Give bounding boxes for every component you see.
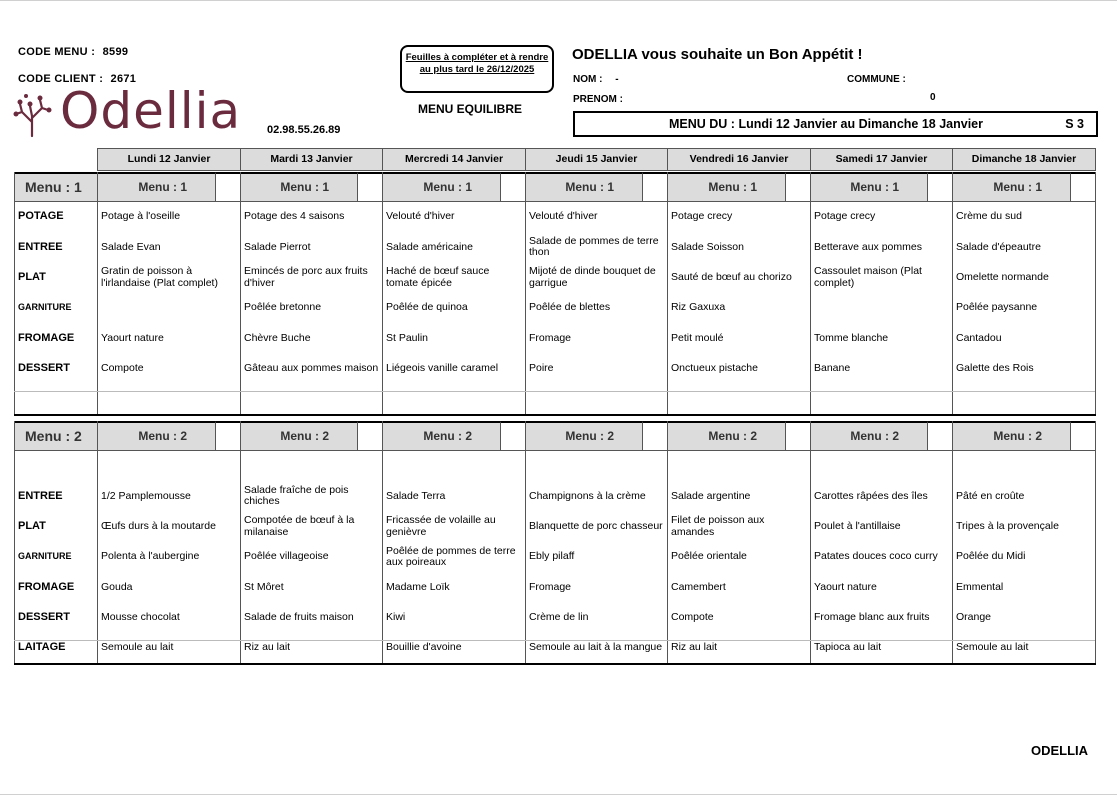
menu2-title: Menu : 2 bbox=[14, 421, 97, 451]
menu2-checkbox-2[interactable] bbox=[500, 421, 525, 451]
menu2-day-label-3: Menu : 2 bbox=[525, 421, 642, 451]
menu1-item-0-3: Velouté d'hiver bbox=[529, 210, 598, 223]
menu1-row-label-2: PLAT bbox=[18, 270, 46, 283]
menu1-item-3-6: Poêlée paysanne bbox=[956, 301, 1038, 314]
menu-period: MENU DU : Lundi 12 Janvier au Dimanche 18 Janvier bbox=[669, 117, 983, 131]
menu1-item-3-2: Poêlée de quinoa bbox=[386, 301, 468, 314]
menu2-day-label-6: Menu : 2 bbox=[952, 421, 1070, 451]
menu2-col-line-1 bbox=[97, 421, 98, 663]
menu1-item-6-6 bbox=[953, 384, 1093, 414]
menu2-row-label-0 bbox=[14, 451, 97, 481]
menu2-item-2-3: Blanquette de porc chasseur bbox=[529, 519, 663, 532]
menu1-item-4-1: Chèvre Buche bbox=[244, 331, 311, 344]
menu2-col-line-5 bbox=[667, 421, 668, 663]
menu2-item-5-4: Compote bbox=[671, 610, 714, 623]
menu2-item-3-3: Ebly pilaff bbox=[529, 550, 575, 563]
menu1-col-line-2 bbox=[240, 172, 241, 414]
menu2-item-6-1: Riz au lait bbox=[244, 641, 291, 654]
menu1-item-1-5: Betterave aux pommes bbox=[814, 240, 922, 253]
menu1-item-1-3: Salade de pommes de terre thon bbox=[529, 234, 659, 259]
menu2-item-6-2: Bouillie d'avoine bbox=[386, 641, 462, 654]
menu1-item-0-2: Velouté d'hiver bbox=[386, 210, 455, 223]
menu2-checkbox-0[interactable] bbox=[215, 421, 240, 451]
menu1-item-2-1: Emincés de porc aux fruits d'hiver bbox=[244, 265, 368, 289]
menu2-item-4-6: Emmental bbox=[956, 580, 1004, 593]
menu2-item-3-4: Poêlée orientale bbox=[671, 550, 747, 563]
menu2-item-2-0: Œufs durs à la moutarde bbox=[101, 519, 216, 532]
menu2-item-6-3: Semoule au lait à la mangue bbox=[529, 641, 663, 654]
phone-number: 02.98.55.26.89 bbox=[267, 124, 341, 136]
menu2-item-0-3 bbox=[526, 451, 665, 481]
menu1-checkbox-2[interactable] bbox=[500, 172, 525, 202]
menu2-day-label-5: Menu : 2 bbox=[810, 421, 927, 451]
code-client-value: 2671 bbox=[110, 73, 137, 85]
menu1-item-4-5: Tomme blanche bbox=[814, 331, 889, 344]
menu1-col-line-5 bbox=[667, 172, 668, 414]
menu1-col-line-7 bbox=[952, 172, 953, 414]
menu1-title: Menu : 1 bbox=[14, 172, 97, 202]
menu1-item-6-5 bbox=[811, 384, 950, 414]
menu2-day-label-4: Menu : 2 bbox=[667, 421, 785, 451]
menu2-item-1-4: Salade argentine bbox=[671, 489, 751, 502]
menu2-border-v-8 bbox=[1095, 421, 1096, 663]
menu2-item-2-4: Filet de poisson aux amandes bbox=[671, 514, 765, 538]
menu1-item-2-2: Haché de bœuf sauce tomate épicée bbox=[386, 265, 490, 289]
menu1-item-5-6: Galette des Rois bbox=[956, 361, 1034, 374]
menu1-item-0-4: Potage crecy bbox=[671, 210, 733, 223]
menu1-item-0-6: Crème du sud bbox=[956, 210, 1022, 223]
menu2-item-1-1: Salade fraîche de pois chiches bbox=[244, 483, 349, 508]
menu2-checkbox-6[interactable] bbox=[1070, 421, 1095, 451]
menu2-col-line-4 bbox=[525, 421, 526, 663]
menu1-item-3-3: Poêlée de blettes bbox=[529, 301, 611, 314]
menu2-checkbox-3[interactable] bbox=[642, 421, 667, 451]
menu1-item-2-3: Mijoté de dinde bouquet de garrigue bbox=[529, 265, 656, 289]
menu1-item-6-2 bbox=[383, 384, 523, 414]
menu1-day-label-5: Menu : 1 bbox=[810, 172, 927, 202]
menu1-checkbox-4[interactable] bbox=[785, 172, 810, 202]
menu2-item-0-5 bbox=[811, 451, 950, 481]
menu2-item-1-0: 1/2 Pamplemousse bbox=[101, 489, 191, 502]
menu1-item-1-4: Salade Soisson bbox=[671, 240, 744, 253]
menu1-checkbox-5[interactable] bbox=[927, 172, 952, 202]
footer-brand: ODELLIA bbox=[1031, 743, 1089, 758]
menu1-item-4-3: Fromage bbox=[529, 331, 572, 344]
menu1-row-label-1: ENTREE bbox=[18, 240, 63, 253]
menu2-item-0-0 bbox=[98, 451, 238, 481]
day-header-3: Jeudi 15 Janvier bbox=[525, 148, 668, 171]
menu1-item-3-1: Poêlée bretonne bbox=[244, 301, 322, 314]
menu2-item-4-3: Fromage bbox=[529, 580, 572, 593]
menu1-item-1-6: Salade d'épeautre bbox=[956, 240, 1041, 253]
menu1-bottom-line bbox=[14, 414, 1096, 416]
week-number: S 3 bbox=[1065, 117, 1084, 131]
menu1-row-label-5: DESSERT bbox=[18, 361, 70, 374]
day-header-4: Vendredi 16 Janvier bbox=[667, 148, 811, 171]
menu2-sep-line bbox=[14, 640, 1095, 641]
menu1-row-label-3: GARNITURE bbox=[18, 302, 72, 313]
menu1-day-label-4: Menu : 1 bbox=[667, 172, 785, 202]
menu1-item-0-0: Potage à l'oseille bbox=[101, 210, 181, 223]
menu2-item-3-5: Patates douces coco curry bbox=[814, 550, 938, 563]
menu2-item-6-6: Semoule au lait bbox=[956, 641, 1029, 654]
menu1-item-0-1: Potage des 4 saisons bbox=[244, 210, 345, 223]
menu2-item-5-6: Orange bbox=[956, 610, 992, 623]
menu1-item-2-4: Sauté de bœuf au chorizo bbox=[671, 270, 792, 283]
menu1-day-label-2: Menu : 1 bbox=[382, 172, 500, 202]
menu1-col-line-3 bbox=[382, 172, 383, 414]
menu2-item-5-2: Kiwi bbox=[386, 610, 406, 623]
menu2-col-line-2 bbox=[240, 421, 241, 663]
menu1-item-1-2: Salade américaine bbox=[386, 240, 473, 253]
menu1-checkbox-1[interactable] bbox=[357, 172, 382, 202]
menu1-checkbox-0[interactable] bbox=[215, 172, 240, 202]
nom-value: - bbox=[615, 74, 619, 85]
menu2-item-0-4 bbox=[668, 451, 808, 481]
menu1-item-0-5: Potage crecy bbox=[814, 210, 876, 223]
menu2-col-line-7 bbox=[952, 421, 953, 663]
menu2-item-3-0: Polenta à l'aubergine bbox=[101, 550, 200, 563]
menu1-item-1-1: Salade Pierrot bbox=[244, 240, 311, 253]
menu1-item-3-5 bbox=[811, 293, 950, 323]
day-header-0: Lundi 12 Janvier bbox=[97, 148, 241, 171]
menu2-item-5-0: Mousse chocolat bbox=[101, 610, 180, 623]
menu1-item-5-4: Onctueux pistache bbox=[671, 361, 758, 374]
menu2-item-4-1: St Môret bbox=[244, 580, 284, 593]
menu2-item-2-6: Tripes à la provençale bbox=[956, 519, 1059, 532]
menu1-col-line-1 bbox=[97, 172, 98, 414]
menu2-bottom-line bbox=[14, 663, 1096, 665]
day-header-2: Mercredi 14 Janvier bbox=[382, 148, 526, 171]
menu2-row-label-3: GARNITURE bbox=[18, 551, 72, 562]
menu2-row-label-2: PLAT bbox=[18, 519, 46, 532]
menu1-item-6-4 bbox=[668, 384, 808, 414]
menu2-row-label-4: FROMAGE bbox=[18, 580, 75, 593]
code-menu-value: 8599 bbox=[102, 46, 129, 58]
menu2-item-5-3: Crème de lin bbox=[529, 610, 589, 623]
code-client-label: CODE CLIENT : bbox=[18, 73, 104, 85]
menu2-row-label-6: LAITAGE bbox=[18, 641, 66, 654]
commune-value: 0 bbox=[930, 92, 936, 103]
menu2-item-2-1: Compotée de bœuf à la milanaise bbox=[244, 514, 355, 538]
menu2-checkbox-4[interactable] bbox=[785, 421, 810, 451]
menu1-item-6-1 bbox=[241, 384, 380, 414]
menu1-row-label-0: POTAGE bbox=[18, 210, 64, 223]
menu1-item-5-2: Liégeois vanille caramel bbox=[386, 361, 499, 374]
menu2-item-6-0: Semoule au lait bbox=[101, 641, 174, 654]
menu1-border-v-0 bbox=[14, 172, 15, 414]
menu2-border-v-0 bbox=[14, 421, 15, 663]
menu2-item-5-5: Fromage blanc aux fruits bbox=[814, 610, 930, 623]
menu1-item-4-2: St Paulin bbox=[386, 331, 429, 344]
menu2-item-5-1: Salade de fruits maison bbox=[244, 610, 354, 623]
menu2-item-4-0: Gouda bbox=[101, 580, 133, 593]
menu1-item-1-0: Salade Evan bbox=[101, 240, 161, 253]
day-header-5: Samedi 17 Janvier bbox=[810, 148, 953, 171]
menu2-item-6-4: Riz au lait bbox=[671, 641, 718, 654]
menu2-row-label-1: ENTREE bbox=[18, 489, 63, 502]
menu2-checkbox-5[interactable] bbox=[927, 421, 952, 451]
menu1-item-5-5: Banane bbox=[814, 361, 851, 374]
menu1-item-2-5: Cassoulet maison (Plat complet) bbox=[814, 265, 922, 289]
menu2-item-1-2: Salade Terra bbox=[386, 489, 446, 502]
menu2-item-1-3: Champignons à la crème bbox=[529, 489, 646, 502]
menu2-item-2-5: Poulet à l'antillaise bbox=[814, 519, 901, 532]
menu1-item-3-4: Riz Gaxuxa bbox=[671, 301, 726, 314]
menu2-item-1-5: Carottes râpées des îles bbox=[814, 489, 928, 502]
menu2-day-label-1: Menu : 2 bbox=[240, 421, 357, 451]
menu2-row-label-5: DESSERT bbox=[18, 610, 70, 623]
menu1-item-6-3 bbox=[526, 384, 665, 414]
menu1-item-4-0: Yaourt nature bbox=[101, 331, 164, 344]
menu2-col-line-3 bbox=[382, 421, 383, 663]
menu1-day-label-1: Menu : 1 bbox=[240, 172, 357, 202]
menu1-checkbox-6[interactable] bbox=[1070, 172, 1095, 202]
logo-wordmark: Odellia bbox=[60, 82, 242, 140]
menu1-item-4-6: Cantadou bbox=[956, 331, 1002, 344]
menu1-border-v-8 bbox=[1095, 172, 1096, 414]
commune-label: COMMUNE : bbox=[847, 74, 906, 85]
menu2-item-0-2 bbox=[383, 451, 523, 481]
menu1-day-label-6: Menu : 1 bbox=[952, 172, 1070, 202]
menu1-item-3-0 bbox=[98, 293, 238, 323]
code-menu-label: CODE MENU : bbox=[18, 46, 96, 58]
menu1-item-2-6: Omelette normande bbox=[956, 270, 1049, 283]
menu1-row-label-4: FROMAGE bbox=[18, 331, 75, 344]
menu1-checkbox-3[interactable] bbox=[642, 172, 667, 202]
menu1-item-5-0: Compote bbox=[101, 361, 144, 374]
menu1-item-2-0: Gratin de poisson à l'irlandaise (Plat complet) bbox=[101, 265, 218, 289]
menu1-row-label-6 bbox=[14, 384, 97, 414]
menu2-item-6-5: Tapioca au lait bbox=[814, 641, 882, 654]
menu2-item-3-2: Poêlée de pommes de terre aux poireaux bbox=[386, 544, 516, 569]
menu2-col-line-6 bbox=[810, 421, 811, 663]
menu1-item-5-1: Gâteau aux pommes maison bbox=[244, 361, 379, 374]
greeting: ODELLIA vous souhaite un Bon Appétit ! bbox=[572, 46, 863, 63]
prenom-label: PRENOM : bbox=[573, 94, 623, 105]
menu2-item-3-1: Poêlée villageoise bbox=[244, 550, 329, 563]
menu2-item-4-2: Madame Loïk bbox=[386, 580, 450, 593]
menu1-day-label-3: Menu : 1 bbox=[525, 172, 642, 202]
menu1-item-4-4: Petit moulé bbox=[671, 331, 724, 344]
menu2-item-2-2: Fricassée de volaille au genièvre bbox=[386, 514, 496, 538]
menu-type: MENU EQUILIBRE bbox=[418, 102, 523, 116]
menu1-item-6-0 bbox=[98, 384, 238, 414]
menu2-item-0-6 bbox=[953, 451, 1093, 481]
menu1-day-label-0: Menu : 1 bbox=[97, 172, 215, 202]
menu2-day-label-0: Menu : 2 bbox=[97, 421, 215, 451]
menu2-item-4-5: Yaourt nature bbox=[814, 580, 877, 593]
menu1-item-5-3: Poire bbox=[529, 361, 554, 374]
menu2-checkbox-1[interactable] bbox=[357, 421, 382, 451]
day-header-6: Dimanche 18 Janvier bbox=[952, 148, 1096, 171]
menu2-day-label-2: Menu : 2 bbox=[382, 421, 500, 451]
menu1-col-line-6 bbox=[810, 172, 811, 414]
day-header-1: Mardi 13 Janvier bbox=[240, 148, 383, 171]
menu1-col-line-4 bbox=[525, 172, 526, 414]
menu2-item-0-1 bbox=[241, 451, 380, 481]
nom-label: NOM : bbox=[573, 74, 603, 85]
menu2-item-4-4: Camembert bbox=[671, 580, 726, 593]
deadline-box: Feuilles à compléter et à rendre au plus tard le 26/12/2025 bbox=[400, 45, 554, 93]
menu1-sep-line bbox=[14, 391, 1095, 392]
menu2-item-1-6: Pâté en croûte bbox=[956, 489, 1025, 502]
menu2-item-3-6: Poêlée du Midi bbox=[956, 550, 1026, 563]
